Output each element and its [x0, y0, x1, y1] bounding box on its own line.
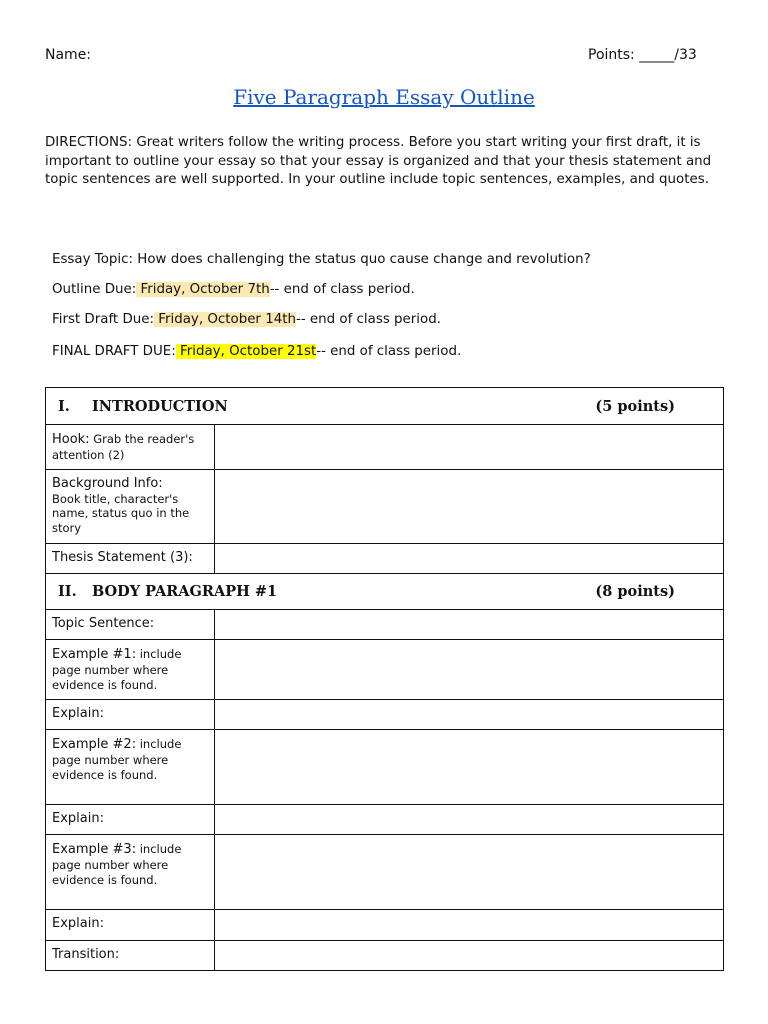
example1-label: Example #1: — [52, 647, 137, 662]
hook-label-cell — [46, 425, 215, 470]
topic-sentence-answer[interactable] — [214, 610, 723, 640]
hook-desc: Grab the reader's attention (2) — [52, 432, 195, 462]
document-title: Five Paragraph Essay Outline — [233, 85, 535, 109]
transition-answer[interactable] — [214, 941, 723, 971]
outline-due-rest: -- end of class period. — [269, 282, 415, 297]
outline-due-label: Outline Due: — [52, 282, 137, 297]
outline-table — [45, 387, 724, 971]
hook-row — [46, 425, 724, 470]
example2-row — [46, 730, 724, 805]
intro-number: I. — [58, 397, 70, 415]
final-draft-date: Friday, October 21st — [175, 344, 317, 359]
topic-sentence-row — [46, 610, 724, 640]
hook-answer[interactable] — [214, 425, 723, 470]
outline-due-date: Friday, October 7th — [136, 282, 270, 297]
body1-header-row — [46, 574, 724, 610]
example1-row — [46, 640, 724, 700]
first-draft-rest: -- end of class period. — [295, 312, 441, 327]
example2-answer[interactable] — [214, 730, 723, 805]
example3-desc: include page number where evidence is found. — [52, 842, 182, 887]
example3-answer[interactable] — [214, 835, 723, 910]
outline-due-line — [52, 282, 415, 297]
directions-paragraph — [45, 134, 730, 190]
background-answer[interactable] — [214, 470, 723, 544]
first-draft-date: Friday, October 14th — [154, 312, 296, 327]
explain2-label: Explain: — [52, 811, 104, 826]
body1-title: BODY PARAGRAPH #1 — [92, 583, 278, 600]
points-label: Points: _____/33 — [588, 47, 697, 63]
explain1-label: Explain: — [52, 706, 104, 721]
thesis-answer[interactable] — [214, 544, 723, 574]
name-label: Name: — [45, 47, 92, 63]
thesis-label-cell — [46, 544, 215, 574]
example1-answer[interactable] — [214, 640, 723, 700]
intro-title: INTRODUCTION — [92, 397, 228, 415]
final-draft-line — [52, 344, 461, 359]
essay-topic-value: How does challenging the status quo cause change and revolution? — [133, 252, 591, 267]
explain3-label-cell — [46, 910, 215, 941]
transition-label-cell — [46, 941, 215, 971]
directions-label: DIRECTIONS: — [45, 135, 133, 150]
background-desc: Book title, character's name, status quo in the story — [52, 491, 190, 535]
transition-row — [46, 941, 724, 971]
thesis-label: Thesis Statement (3): — [52, 550, 193, 565]
example3-label-cell — [46, 835, 215, 910]
example1-desc: include page number where evidence is found. — [52, 647, 182, 692]
example3-row — [46, 835, 724, 910]
explain2-row — [46, 805, 724, 835]
first-draft-label: First Draft Due: — [52, 312, 154, 327]
first-draft-line — [52, 312, 441, 327]
intro-points: (5 points) — [595, 397, 675, 415]
example2-label: Example #2: — [52, 737, 137, 752]
body1-header-cell — [46, 574, 724, 610]
directions-text: Great writers follow the writing process. Before you start writing your first draft, it is important to outline your essay so that your essay is organized and that your thesis statement and topic sentences are well supported. In your outline include topic sentences, examples, and quotes. — [45, 135, 712, 187]
background-row — [46, 470, 724, 544]
explain3-label: Explain: — [52, 916, 104, 931]
example3-label: Example #3: — [52, 842, 137, 857]
topic-sentence-label: Topic Sentence: — [52, 616, 155, 631]
thesis-row — [46, 544, 724, 574]
topic-sentence-label-cell — [46, 610, 215, 640]
intro-header-row — [46, 388, 724, 425]
example1-label-cell — [46, 640, 215, 700]
transition-label: Transition: — [52, 947, 120, 962]
essay-topic-line — [52, 252, 591, 267]
example2-desc: include page number where evidence is found. — [52, 737, 182, 782]
explain1-label-cell — [46, 700, 215, 730]
explain3-answer[interactable] — [214, 910, 723, 941]
explain2-answer[interactable] — [214, 805, 723, 835]
final-draft-label: FINAL DRAFT DUE: — [52, 344, 176, 359]
hook-label: Hook: — [52, 432, 90, 447]
body1-points: (8 points) — [595, 583, 675, 600]
intro-header-cell — [46, 388, 724, 425]
essay-topic-label: Essay Topic: — [52, 252, 133, 267]
example2-label-cell — [46, 730, 215, 805]
body1-number: II. — [58, 583, 77, 600]
explain1-answer[interactable] — [214, 700, 723, 730]
background-label: Background Info: — [52, 476, 163, 491]
explain1-row — [46, 700, 724, 730]
explain3-row — [46, 910, 724, 941]
background-label-cell — [46, 470, 215, 544]
explain2-label-cell — [46, 805, 215, 835]
final-draft-rest: -- end of class period. — [316, 344, 462, 359]
